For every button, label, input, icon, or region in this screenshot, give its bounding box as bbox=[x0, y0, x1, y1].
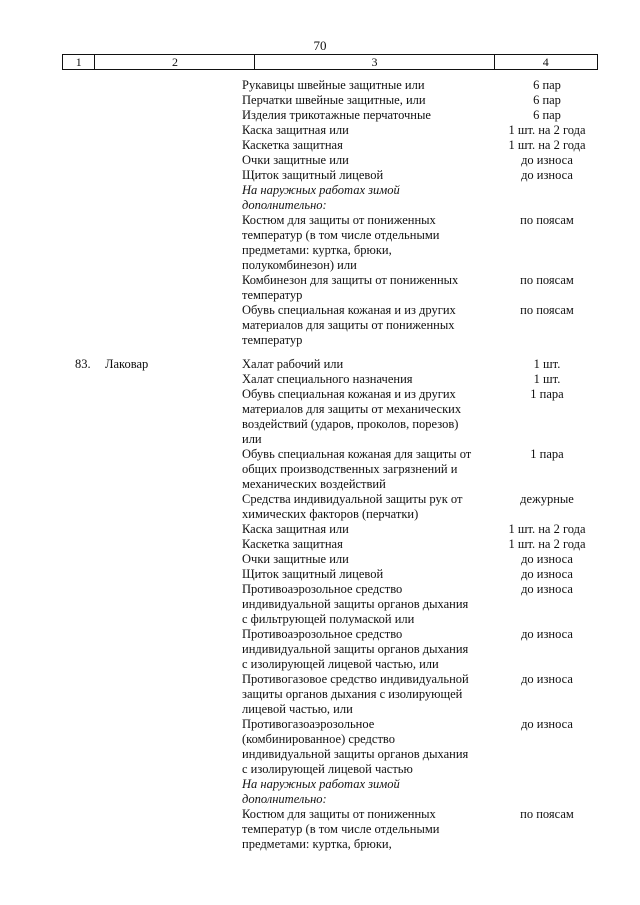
item-name: Очки защитные или bbox=[242, 552, 349, 566]
item-norm: по поясам bbox=[520, 273, 574, 287]
item-name: Очки защитные или bbox=[242, 153, 349, 167]
item-norm: 1 шт. на 2 года bbox=[508, 537, 586, 551]
item-norm: 6 пар bbox=[533, 78, 561, 92]
item-name: Халат специального назначения bbox=[242, 372, 413, 386]
item-norm: до износа bbox=[521, 717, 573, 731]
item-name: Обувь специальная кожаная для защиты от общих производственных загрязнений и механических воздействий bbox=[242, 447, 472, 491]
profession-name: Лаковар bbox=[105, 357, 149, 371]
item-name: Противогазовое средство индивидуальной защиты органов дыхания с изолирующей лицевой частью, или bbox=[242, 672, 469, 716]
item-name: Средства индивидуальной защиты рук от химических факторов (перчатки) bbox=[242, 492, 463, 521]
item-name: Каска защитная или bbox=[242, 123, 349, 137]
item-norm: 1 пара bbox=[530, 387, 564, 401]
item-name: Обувь специальная кожаная и из других материалов для защиты от пониженных температур bbox=[242, 303, 456, 347]
item-name: Каскетка защитная bbox=[242, 537, 343, 551]
item-name: Костюм для защиты от пониженных температур (в том числе отдельными предметами: куртка, брюки, bbox=[242, 807, 440, 851]
item-norm: 6 пар bbox=[533, 93, 561, 107]
item-name: Щиток защитный лицевой bbox=[242, 567, 384, 581]
item-name: Рукавицы швейные защитные или bbox=[242, 78, 425, 92]
item-norm: до износа bbox=[521, 627, 573, 641]
item-name: Комбинезон для защиты от пониженных температур bbox=[242, 273, 459, 302]
item-name: Перчатки швейные защитные, или bbox=[242, 93, 426, 107]
item-name: Каска защитная или bbox=[242, 522, 349, 536]
item-name: Каскетка защитная bbox=[242, 138, 343, 152]
item-norm: дежурные bbox=[520, 492, 574, 506]
item-norm: 1 шт. на 2 года bbox=[508, 522, 586, 536]
column-header-1: 1 bbox=[63, 55, 95, 69]
item-norm: до износа bbox=[521, 153, 573, 167]
column-header-2: 2 bbox=[95, 55, 255, 69]
section-note: На наружных работах зимой дополнительно: bbox=[242, 777, 400, 806]
item-norm: 1 шт. на 2 года bbox=[508, 123, 586, 137]
item-name: Изделия трикотажные перчаточные bbox=[242, 108, 431, 122]
page-number: 70 bbox=[313, 38, 327, 53]
item-norm: до износа bbox=[521, 567, 573, 581]
item-norm: 1 шт. bbox=[533, 372, 561, 386]
item-norm: до износа bbox=[521, 582, 573, 596]
item-norm: по поясам bbox=[520, 303, 574, 317]
item-name: Противоаэрозольное средство индивидуальной защиты органов дыхания с фильтрующей полумаской или bbox=[242, 582, 469, 626]
item-name: Костюм для защиты от пониженных температур (в том числе отдельными предметами: куртка, брюки, полукомбинезон) или bbox=[242, 213, 440, 272]
item-norm: по поясам bbox=[520, 807, 574, 821]
item-norm: до износа bbox=[521, 168, 573, 182]
column-header-4: 4 bbox=[542, 55, 549, 69]
item-norm: по поясам bbox=[520, 213, 574, 227]
section-note: На наружных работах зимой дополнительно: bbox=[242, 183, 400, 212]
item-name: Противогазоаэрозольное (комбинированное) средство индивидуальной защиты органов дыхания с изолирующей лицевой частью bbox=[242, 717, 469, 776]
item-norm: 1 шт. на 2 года bbox=[508, 138, 586, 152]
column-header-row bbox=[62, 54, 598, 70]
item-name: Противоаэрозольное средство индивидуальной защиты органов дыхания с изолирующей лицевой частью, или bbox=[242, 627, 469, 671]
item-norm: 6 пар bbox=[533, 108, 561, 122]
item-norm: до износа bbox=[521, 552, 573, 566]
item-name: Халат рабочий или bbox=[242, 357, 344, 371]
item-name: Щиток защитный лицевой bbox=[242, 168, 384, 182]
item-norm: 1 пара bbox=[530, 447, 564, 461]
item-norm: до износа bbox=[521, 672, 573, 686]
item-norm: 1 шт. bbox=[533, 357, 561, 371]
column-header-3: 3 bbox=[255, 55, 494, 69]
entry-number: 83. bbox=[75, 357, 91, 371]
item-name: Обувь специальная кожаная и из других материалов для защиты от механических воздействий (ударов, проколов, порезов) или bbox=[242, 387, 462, 446]
